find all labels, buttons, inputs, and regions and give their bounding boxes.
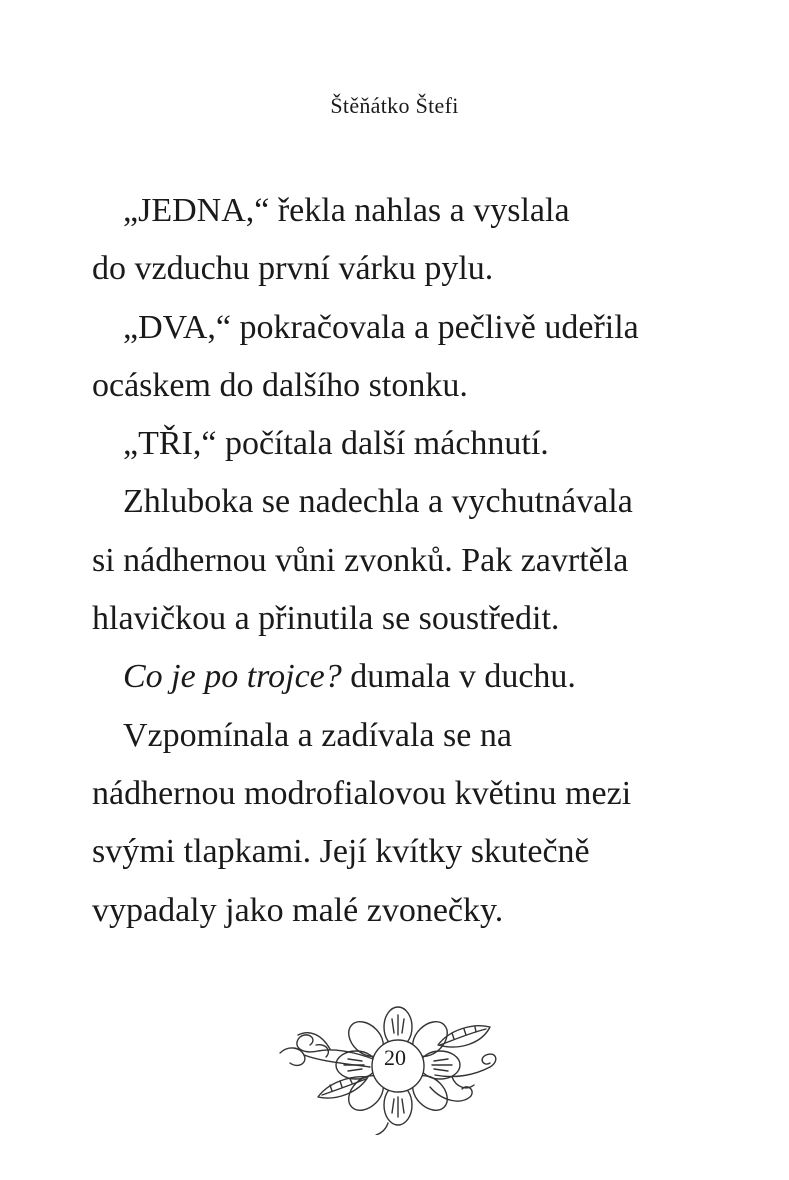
paragraph-5-rest: dumala v duchu. (341, 658, 576, 696)
paragraph-6-line-3: svými tlapkami. Její kvítky skutečně (92, 833, 590, 871)
paragraph-4-line-2: si nádhernou vůni zvonků. Pak zavrtěla (92, 541, 629, 579)
paragraph-3-line-1: „TŘI,“ počítala další máchnutí. (123, 425, 549, 463)
paragraph-2-line-2: ocáskem do dalšího stonku. (92, 366, 468, 404)
paragraph-5-italic-thought: Co je po trojce? (123, 658, 342, 696)
body-text (92, 182, 712, 940)
paragraph-6-line-1: Vzpomínala a zadívala se na (123, 716, 512, 754)
paragraph-6-line-2: nádhernou modrofialovou květinu mezi (92, 774, 632, 812)
paragraph-2-line-1: „DVA,“ pokračovala a pečlivě udeřila (123, 308, 639, 346)
paragraph-1-line-2: do vzduchu první várku pylu. (92, 250, 494, 288)
paragraph-5-line-1 (92, 648, 712, 706)
paragraph-6-line-4: vypadaly jako malé zvonečky. (92, 891, 504, 929)
paragraph-4-line-3: hlavičkou a přinutila se soustředit. (92, 600, 560, 638)
paragraph-4-line-1: Zhluboka se nadechla a vychutnávala (123, 483, 633, 521)
paragraph-1-line-1: „JEDNA,“ řekla nahlas a vyslala (123, 192, 570, 229)
page-number: 20 (384, 1045, 406, 1070)
running-head-title: Štěňátko Štefi (330, 93, 459, 118)
